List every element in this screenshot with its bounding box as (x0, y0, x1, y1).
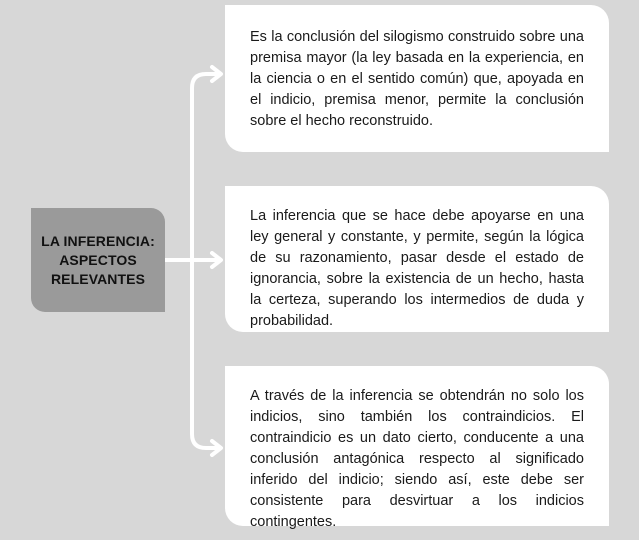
central-topic-box (31, 208, 165, 312)
aspect-card-3 (225, 366, 609, 530)
aspect-text-2: La inferencia que se hace debe apoyarse en una ley general y constante, y permite, según la lógica de su razonamiento, pasar desde el estado de ignorancia, sobre la existencia de un hecho, hasta la certeza, superando los intermedios de duda y probabilidad. (250, 208, 584, 329)
aspect-card-1 (225, 5, 609, 152)
central-topic-title: LA INFERENCIA: ASPECTOS RELEVANTES (41, 232, 155, 287)
aspect-card-2 (225, 186, 609, 332)
aspect-text-3: A través de la inferencia se obtendrán no solo los indicios, sino también los contraindicios. El contraindicio es un dato cierto, conducente a una conclusión antagónica respecto al significado inferido del indicio; siendo así, este debe ser consistente para desvirtuar a los indicios contingentes. (250, 388, 584, 530)
aspect-text-1: Es la conclusión del silogismo construido sobre una premisa mayor (la ley basada en la experiencia, en la ciencia o en el sentido común) que, apoyada en el indicio, premisa menor, permite la conclusión sobre el hecho reconstruido. (250, 29, 584, 129)
